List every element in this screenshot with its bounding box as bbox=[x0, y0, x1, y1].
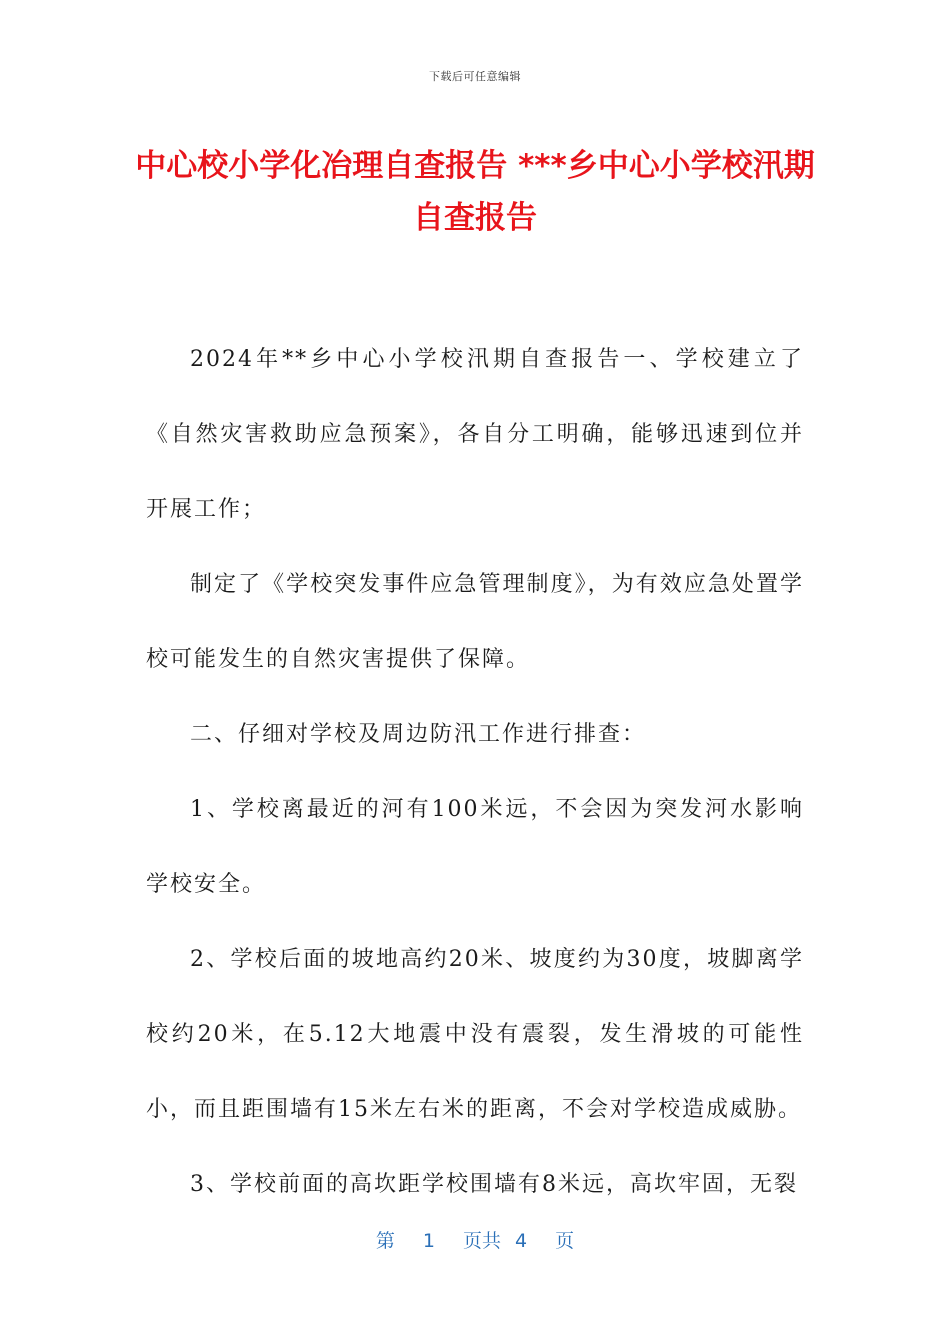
paragraph: 制定了《学校突发事件应急管理制度》，为有效应急处置学校可能发生的自然灾害提供了保障。 bbox=[146, 572, 804, 672]
paragraph: 2024年**乡中心小学校汛期自查报告一、学校建立了《自然灾害救助应急预案》，各自分工明确，能够迅速到位并开展工作； bbox=[146, 347, 804, 522]
document-title: 中心校小学化冶理自查报告 ***乡中心小学校汛期自查报告 bbox=[135, 148, 815, 236]
paragraph: 二、仔细对学校及周边防汛工作进行排查： bbox=[190, 722, 647, 747]
footer-middle: 页共 bbox=[462, 1230, 501, 1252]
document-body bbox=[146, 322, 804, 1222]
footer-suffix: 页 bbox=[555, 1230, 575, 1252]
header-note: 下载后可任意编辑 bbox=[429, 70, 521, 83]
footer-prefix: 第 bbox=[375, 1230, 395, 1252]
footer-total-pages: 4 bbox=[515, 1230, 528, 1252]
paragraph: 1、学校离最近的河有100米远，不会因为突发河水影响学校安全。 bbox=[146, 797, 804, 897]
page-footer bbox=[0, 1226, 950, 1253]
paragraph: 2、学校后面的坡地高约20米、坡度约为30度，坡脚离学校约20米，在5.12大地震中没有震裂，发生滑坡的可能性小，而且距围墙有15米左右米的距离，不会对学校造成威胁。 bbox=[146, 947, 804, 1122]
footer-page-number: 1 bbox=[422, 1230, 435, 1252]
paragraph: 3、学校前面的高坎距学校围墙有8米远，高坎牢固，无裂 bbox=[190, 1172, 798, 1197]
